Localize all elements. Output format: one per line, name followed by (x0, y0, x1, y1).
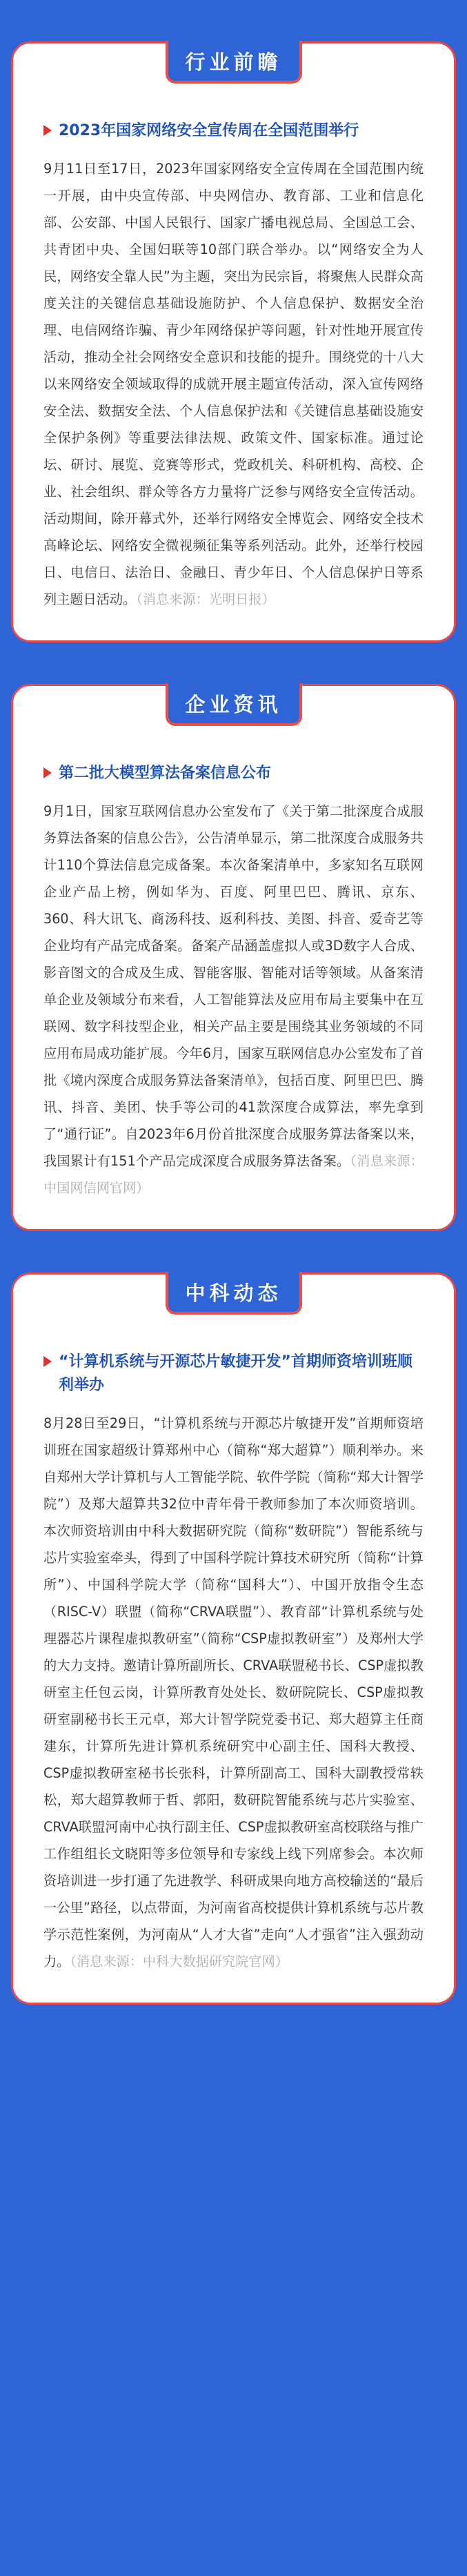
headline-text: 第二批大模型算法备案信息公布 (59, 765, 272, 782)
top-spacer (0, 0, 467, 41)
section-tag-label: 中科动态 (185, 1281, 282, 1305)
section-card-enterprise (11, 684, 456, 1231)
article-headline (43, 762, 424, 785)
source-note: （消息来源：中国网信网官网） (43, 1153, 424, 1196)
body-text: 9月1日，国家互联网信息办公室发布了《关于第二批深度合成服务算法备案的信息公告》，公告清单显示，第二批深度合成服务共计110个算法信息完成备案。本次备案清单中，多家知名互联网企业产品上榜，例如华为、百度、阿里巴巴、腾讯、京东、360、科大讯飞、商汤科技、返利科技、美图、抖音、爱奇艺等企业均有产品完成备案。备案产品涵盖虚拟人或3D数字人合成、影音图文的合成及生成、智能客服、智能对话等领域。从备案清单企业及领域分布来看，人工智能算法及应用布局主要集中在互联网、数字科技型企业，相关产品主要是围绕其业务领域的不同应用布局成功能扩展。今年6月，国家互联网信息办公室发布了首批《境内深度合成服务算法备案清单》，包括百度、阿里巴巴、腾讯、抖音、美团、快手等公司的41款深度合成算法，率先拿到了“通行证”。自2023年6月份首批深度合成服务算法备案以来，我国累计有151个产品完成深度合成服务算法备案。 (43, 803, 424, 1169)
source-note: （消息来源：光明日报） (136, 591, 275, 607)
section-tag (166, 683, 302, 726)
section-tag (166, 41, 302, 83)
article-headline (43, 1350, 424, 1397)
section-card-industry (11, 41, 456, 642)
body-text: 8月28日至29日，“计算机系统与开源芯片敏捷开发”首期师资培训班在国家超级计算郑州中心（简称“郑大超算”）顺利举办。来自郑州大学计算机与人工智能学院、软件学院（简称“郑大计智学院”）及郑大超算共32位中青年骨干教师参加了本次师资培训。本次师资培训由中科大数据研究院（简称“数研院”）智能系统与芯片实验室牵头，得到了中国科学院计算技术研究所（简称“计算所”）、中国科学院大学（简称“国科大”）、中国开放指令生态（RISC-V）联盟（简称“CRVA联盟”）、教育部“计算机系统与处理器芯片课程虚拟教研室”（简称“CSP虚拟教研室”）及郑州大学的大力支持。邀请计算所副所长、CRVA联盟秘书长、CSP虚拟教研室主任包云岗，计算所教育处处长、数研院院长、CSP虚拟教研室副秘书长王元卓，郑大计智学院党委书记、郑大超算主任商建东，计算所先进计算机系统研究中心副主任、国科大教授、CSP虚拟教研室秘书长张科，计算所副高工、国科大副教授常轶松，郑大超算教师于哲、郭阳，数研院智能系统与芯片实验室、CRVA联盟河南中心执行副主任、CSP虚拟教研室高校联络与推广工作组组长文晓阳等多位领导和专家线上线下列席参会。本次师资培训进一步打通了先进教学、科研成果向地方高校输送的“最后一公里”路径，以点带面，为河南省高校提供计算机系统与芯片教学示范性案例，为河南从“人才大省”走向“人才强省”注入强劲动力。 (43, 1415, 424, 1969)
article-body (43, 155, 424, 613)
triangle-bullet-icon (43, 125, 52, 136)
section-tag-label: 企业资讯 (185, 692, 282, 716)
triangle-bullet-icon (43, 1356, 52, 1367)
headline-text: “计算机系统与开源芯片敏捷开发”首期师资培训班顺利举办 (59, 1353, 413, 1394)
section-tag-label: 行业前瞻 (185, 50, 282, 74)
article-headline (43, 119, 424, 143)
article-body (43, 798, 424, 1201)
article-body (43, 1410, 424, 1975)
source-note: （消息来源：中科大数据研究院官网） (70, 1954, 288, 1969)
headline-text: 2023年国家网络安全宣传周在全国范围举行 (59, 122, 359, 139)
section-tag (166, 1272, 302, 1315)
body-text: 9月11日至17日，2023年国家网络安全宣传周在全国范围内统一开展，由中央宣传部、中央网信办、教育部、工业和信息化部、公安部、中国人民银行、国家广播电视总局、全国总工会、共青团中央、全国妇联等10部门联合举办。以“网络安全为人民，网络安全靠人民”为主题，突出为民宗旨，将聚焦人民群众高度关注的关键信息基础设施防护、个人信息保护、数据安全治理、电信网络诈骗、青少年网络保护等问题，针对性地开展宣传活动，推动全社会网络安全意识和技能的提升。围绕党的十八大以来网络安全领域取得的成就开展主题宣传活动，深入宣传网络安全法、数据安全法、个人信息保护法和《关键信息基础设施安全保护条例》等重要法律法规、政策文件、国家标准。通过论坛、研讨、展览、竞赛等形式，党政机关、科研机构、高校、企业、社会组织、群众等各方力量将广泛参与网络安全宣传活动。活动期间，除开幕式外，还举行网络安全博览会、网络安全技术高峰论坛、网络安全微视频征集等系列活动。此外，还举行校园日、电信日、法治日、金融日、青少年日、个人信息保护日等系列主题日活动。 (43, 161, 424, 607)
section-card-cas (11, 1272, 456, 2005)
triangle-bullet-icon (43, 767, 52, 778)
